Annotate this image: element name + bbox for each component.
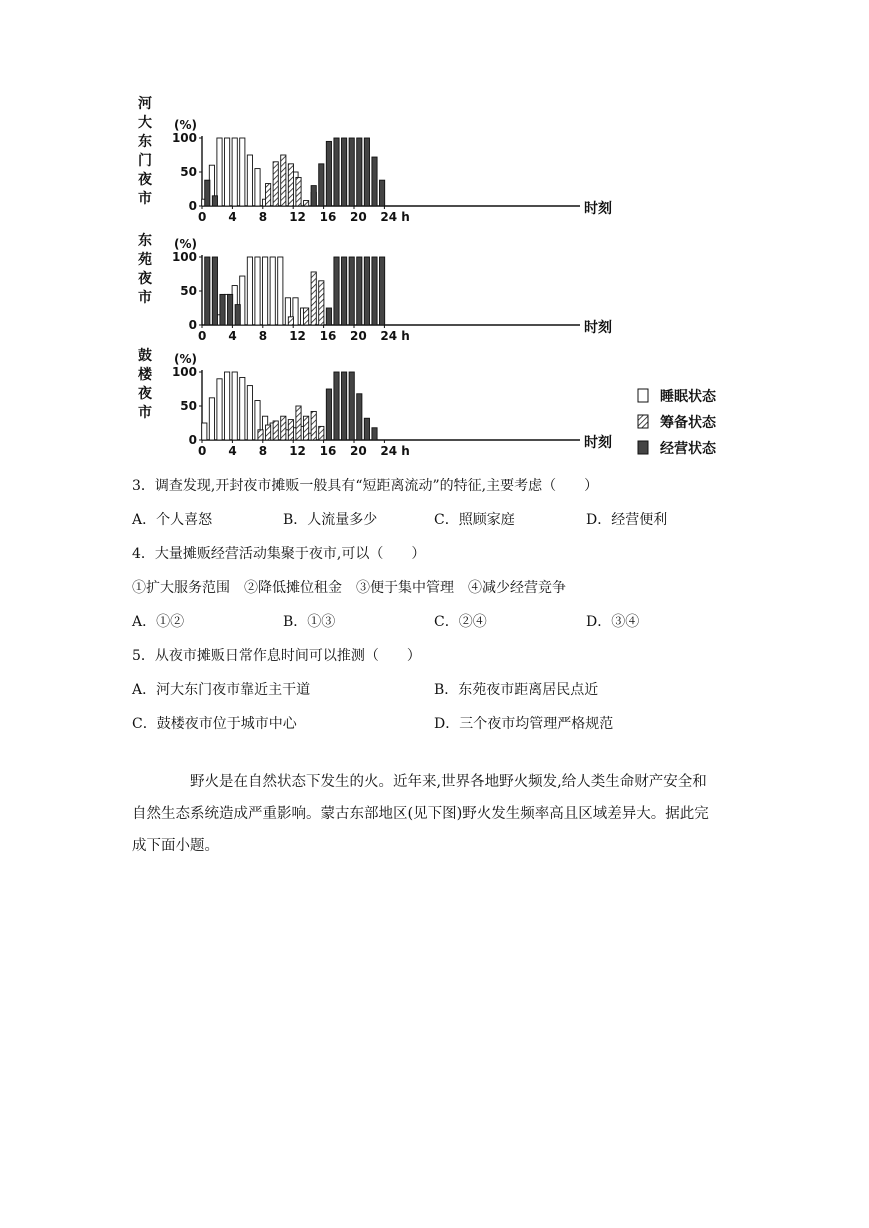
bar-睡眠状态 [202,423,207,440]
bar-筹备状态 [304,416,309,440]
x-axis-label: 时刻 [584,320,612,336]
question-4-items: ①扩大服务范围 ②降低摊位租金 ③便于集中管理 ④减少经营竞争 [132,580,566,596]
chart-2 [138,232,612,343]
chart-title-char: 河 [138,96,152,112]
question-5-option-a[interactable]: A．河大东门夜市靠近主干道 [132,682,311,698]
legend-label: 经营状态 [660,441,716,457]
chart-title-char: 夜 [138,386,152,402]
y-tick-label: 0 [188,199,197,213]
x-tick-label: 16 [319,210,337,224]
x-tick-label: 4 [228,210,237,224]
question-4-option-a[interactable]: A．①② [132,614,185,630]
x-tick-label: 24 h [380,329,410,343]
x-tick-label: 20 [350,444,367,458]
x-tick-label: 8 [258,444,268,458]
chart-title-char: 市 [138,191,152,207]
y-tick-label: 0 [188,318,197,332]
x-tick-label: 0 [198,329,207,343]
chart-1 [138,96,612,224]
bar-筹备状态 [281,416,286,440]
bar-经营状态 [212,257,217,325]
bar-睡眠状态 [225,372,230,440]
question-3-option-c[interactable]: C．照顾家庭 [434,512,515,528]
x-tick-label: 12 [289,329,306,343]
y-tick-label: 100 [171,250,197,264]
x-tick-label: 0 [198,444,207,458]
x-tick-label: 0 [198,210,207,224]
x-tick-label: 12 [289,210,306,224]
bar-经营状态 [380,257,385,325]
passage-line-2: 自然生态系统造成严重影响。蒙古东部地区(见下图)野火发生频率高且区域差异大。据此完 [132,806,709,822]
chart-title-char: 大 [138,115,152,131]
x-axis-label: 时刻 [584,435,612,451]
chart-title-char: 苑 [138,252,152,268]
bar-睡眠状态 [240,138,245,206]
bar-经营状态 [372,428,377,440]
bar-筹备状态 [296,406,301,440]
bar-睡眠状态 [247,257,252,325]
bar-睡眠状态 [225,138,230,206]
question-5-option-d[interactable]: D．三个夜市均管理严格规范 [434,716,614,732]
question-3-option-d[interactable]: D．经营便利 [586,512,668,528]
bar-经营状态 [326,389,331,440]
bar-睡眠状态 [232,372,237,440]
chart-3 [138,347,612,458]
night-market-charts [0,0,869,470]
y-tick-label: 0 [188,433,197,447]
bar-筹备状态 [266,425,271,440]
chart-title-char: 市 [138,405,152,421]
question-5-option-b[interactable]: B．东苑夜市距离居民点近 [434,682,599,698]
chart-title-char: 夜 [138,172,152,188]
bar-经营状态 [220,294,225,325]
bar-经营状态 [380,180,385,206]
question-5-option-c[interactable]: C．鼓楼夜市位于城市中心 [132,716,297,732]
x-tick-label: 20 [350,210,367,224]
bar-经营状态 [364,138,369,206]
bar-经营状态 [372,257,377,325]
bar-经营状态 [205,180,210,206]
bar-经营状态 [372,157,377,206]
y-tick-label: 50 [180,165,197,179]
bar-经营状态 [326,308,331,325]
bar-睡眠状态 [270,257,275,325]
x-tick-label: 8 [258,210,268,224]
bar-经营状态 [319,164,324,206]
chart-title-char: 楼 [138,367,152,383]
bar-睡眠状态 [240,377,245,440]
y-tick-label: 100 [171,365,197,379]
bar-经营状态 [205,257,210,325]
bar-筹备状态 [288,420,293,440]
bar-筹备状态 [311,411,316,440]
chart-title-char: 东 [138,134,152,150]
bar-经营状态 [311,186,316,206]
bar-经营状态 [334,257,339,325]
y-tick-label: 50 [180,284,197,298]
x-tick-label: 16 [319,329,337,343]
bar-经营状态 [334,138,339,206]
bar-筹备状态 [281,155,286,206]
bar-筹备状态 [288,317,293,325]
legend-swatch-filled [638,441,648,454]
x-tick-label: 24 h [380,444,410,458]
bar-筹备状态 [273,421,278,440]
legend-swatch-hatched [638,415,648,428]
passage-line-3: 成下面小题。 [132,838,219,854]
question-3-option-b[interactable]: B．人流量多少 [283,512,378,528]
bar-睡眠状态 [278,257,283,325]
bar-经营状态 [364,418,369,440]
bar-经营状态 [349,372,354,440]
bar-经营状态 [235,305,240,325]
x-tick-label: 20 [350,329,367,343]
bar-经营状态 [357,394,362,440]
bar-经营状态 [212,196,217,206]
bar-经营状态 [357,138,362,206]
chart-title-char: 夜 [138,271,152,287]
bar-睡眠状态 [209,398,214,440]
chart-title-char: 门 [138,153,152,169]
legend-label: 睡眠状态 [660,389,716,405]
bar-睡眠状态 [255,257,260,325]
chart-title-char: 鼓 [138,348,152,364]
y-axis-unit: (%) [174,237,197,251]
chart-title-char: 市 [138,290,152,306]
bar-经营状态 [342,372,347,440]
bar-睡眠状态 [263,257,268,325]
bar-睡眠状态 [247,386,252,440]
bar-筹备状态 [304,308,309,325]
bar-经营状态 [342,138,347,206]
bar-睡眠状态 [217,379,222,440]
y-axis-unit: (%) [174,118,197,132]
bar-筹备状态 [319,281,324,325]
legend-label: 筹备状态 [660,415,716,431]
question-4-option-c[interactable]: C．②④ [434,614,487,630]
x-tick-label: 4 [228,444,237,458]
y-tick-label: 100 [171,131,197,145]
question-3-stem: 3．调查发现,开封夜市摊贩一般具有“短距离流动”的特征,主要考虑（ ） [132,478,599,494]
passage-line-1: 野火是在自然状态下发生的火。近年来,世界各地野火频发,给人类生命财产安全和 [190,774,707,790]
bar-经营状态 [228,294,233,325]
bar-筹备状态 [296,177,301,206]
x-tick-label: 12 [289,444,306,458]
bar-经营状态 [349,257,354,325]
legend-swatch-hollow [638,389,648,402]
y-axis-unit: (%) [174,352,197,366]
x-tick-label: 24 h [380,210,410,224]
question-4-option-b[interactable]: B．①③ [283,614,336,630]
bar-筹备状态 [258,430,263,440]
question-3-option-a[interactable]: A．个人喜怒 [132,512,213,528]
x-axis-label: 时刻 [584,201,612,217]
legend [638,388,717,457]
chart-title-char: 东 [138,233,152,249]
bar-筹备状态 [319,426,324,440]
bar-经营状态 [342,257,347,325]
question-5-stem: 5．从夜市摊贩日常作息时间可以推测（ ） [132,648,421,664]
bar-睡眠状态 [247,155,252,206]
question-4-option-d[interactable]: D．③④ [586,614,640,630]
bar-经营状态 [357,257,362,325]
bar-睡眠状态 [255,169,260,206]
bar-经营状态 [326,141,331,206]
bar-筹备状态 [288,164,293,206]
bar-筹备状态 [304,201,309,206]
bar-经营状态 [364,257,369,325]
bar-筹备状态 [273,162,278,206]
bar-睡眠状态 [232,138,237,206]
y-tick-label: 50 [180,399,197,413]
bar-筹备状态 [266,184,271,206]
x-tick-label: 8 [258,329,268,343]
bar-经营状态 [334,372,339,440]
bar-筹备状态 [311,272,316,325]
x-tick-label: 4 [228,329,237,343]
x-tick-label: 16 [319,444,337,458]
question-4-stem: 4．大量摊贩经营活动集聚于夜市,可以（ ） [132,546,426,562]
chart-panels [138,96,612,458]
bar-经营状态 [349,138,354,206]
